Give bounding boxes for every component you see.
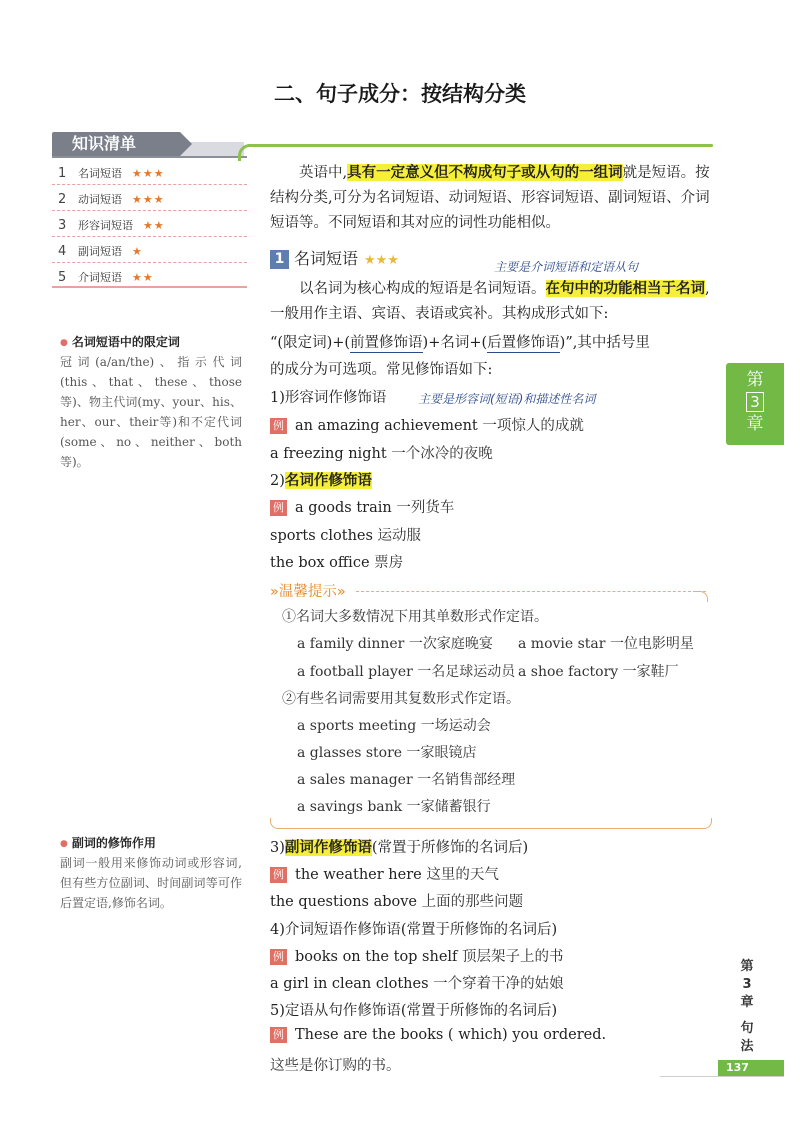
tip-heading: »温馨提示» (270, 584, 346, 600)
example-line (518, 661, 679, 681)
star-rating: ★★★ (364, 253, 399, 268)
example-en: a football player (297, 664, 413, 680)
handwritten-note: 主要是形容词(短语)和描述性名词 (418, 392, 596, 406)
example-line (270, 524, 421, 545)
list-item (58, 160, 248, 186)
section-number-badge: 1 (270, 250, 289, 269)
example-line (270, 1027, 606, 1043)
side-note-body: 副词一般用来修饰动词或形容词,但有些方位副词、时间副词等可作后置定语,修饰名词。 (60, 856, 242, 910)
example-marker-icon: 例 (270, 949, 287, 965)
example-en: a girl in clean clothes (270, 976, 429, 992)
underlined-text: 前置修饰语 (350, 335, 423, 351)
example-marker-icon: 例 (270, 418, 287, 434)
example-line (270, 890, 523, 911)
formula-line (270, 331, 650, 352)
example-line (297, 742, 477, 762)
knowledge-list-header: 知识清单 (52, 132, 180, 156)
star-rating: ★★ (143, 218, 165, 232)
example-marker-icon: 例 (270, 1027, 287, 1043)
formula-line-2: 的成分为可选项。常见修饰语如下: (270, 362, 493, 378)
example-marker-icon: 例 (270, 867, 287, 883)
item-label: 介词短语 (78, 271, 122, 284)
text: 法 (740, 1039, 754, 1054)
text: 2) (270, 473, 285, 489)
example-line (270, 551, 403, 572)
example-en: a savings bank (297, 799, 403, 815)
list-item (58, 212, 248, 238)
text: 英语中, (299, 165, 348, 181)
example-line (270, 496, 454, 517)
tip-box-border (270, 818, 712, 829)
star-rating: ★ (132, 244, 143, 258)
text: 3 (742, 977, 752, 992)
example-line (270, 945, 564, 966)
text: ,一般用作主语、宾语、表语或宾补。其构成形式如下: (270, 281, 710, 322)
example-line (297, 661, 515, 681)
example-en: a goods train (295, 500, 392, 516)
decorative-rule (248, 144, 713, 147)
example-cn: 这些是你订购的书。 (270, 1058, 401, 1074)
divider (52, 236, 247, 237)
page-number: 137 (718, 1060, 784, 1076)
item-label: 动词短语 (78, 193, 122, 206)
example-cn: 顶层架子上的书 (462, 949, 564, 965)
example-cn: 运动服 (377, 528, 422, 544)
item-label: 副词短语 (78, 245, 122, 258)
highlighted-text: 具有一定意义但不构成句子或从句的一组词 (347, 164, 623, 181)
section-heading (270, 246, 399, 269)
example-line (518, 633, 694, 653)
item-number: 3 (58, 217, 67, 233)
section-title: 名词短语 (294, 249, 359, 268)
chapter-tab-bottom: 章 (746, 414, 764, 434)
star-rating: ★★★ (132, 166, 165, 180)
knowledge-list (58, 160, 248, 290)
example-en: a family dinner (297, 636, 405, 652)
side-note-body: 冠词(a/an/the)、指示代词(this、that、these、those等)、物主代词(my、your、his、her、our、their等)和不定代词(some、no、neither、both等)。 (60, 355, 242, 469)
example-line (297, 715, 491, 735)
highlighted-text: 在句中的功能相当于名词 (545, 280, 705, 297)
item-label: 形容词短语 (78, 219, 133, 232)
item-heading (270, 836, 528, 857)
handwritten-note: 主要是介词短语和定语从句 (494, 260, 639, 274)
star-rating: ★★ (132, 270, 154, 284)
divider (52, 184, 247, 185)
tip-point: ①名词大多数情况下用其单数形式作定语。 (282, 609, 548, 625)
section-paragraph (270, 276, 715, 327)
underlined-text: 后置修饰语 (487, 335, 560, 351)
divider (52, 156, 247, 158)
divider (52, 210, 247, 211)
example-cn: 一列货车 (396, 500, 455, 516)
chapter-side-label (734, 958, 760, 1056)
text: (常置于所修饰的名词后) (371, 840, 529, 856)
example-line (297, 796, 491, 816)
example-en: a freezing night (270, 446, 387, 462)
item-heading: 1)形容词作修饰语 (270, 390, 387, 406)
text: 章 (740, 995, 754, 1010)
item-label: 名词短语 (78, 167, 122, 180)
text: 句 (740, 1021, 754, 1036)
example-line (270, 1054, 401, 1075)
tip-point: ②有些名词需要用其复数形式作定语。 (282, 691, 520, 707)
text: 3) (270, 840, 285, 856)
example-cn: 上面的那些问题 (421, 894, 524, 910)
chapter-tab[interactable] (726, 363, 784, 445)
example-cn: 一名销售部经理 (417, 772, 516, 788)
side-note-title: ● 副词的修饰作用 (60, 834, 156, 851)
example-cn: 一场运动会 (420, 718, 491, 734)
list-item (58, 186, 248, 212)
example-en: the questions above (270, 894, 418, 910)
example-line (270, 414, 584, 435)
divider (660, 1076, 784, 1077)
chapter-tab-top: 第 (746, 370, 764, 390)
example-en: sports clothes (270, 528, 373, 544)
chapter-tab-number: 3 (746, 392, 764, 412)
page-title: 二、句子成分：按结构分类 (274, 82, 526, 106)
item-number: 2 (58, 191, 67, 207)
item-heading: 4)介词短语作修饰语(常置于所修饰的名词后) (270, 922, 558, 938)
text: )+名词+( (422, 335, 488, 351)
example-cn: 一项惊人的成就 (482, 418, 584, 434)
example-en: books on the top shelf (295, 949, 458, 965)
example-en: a movie star (518, 636, 606, 652)
side-note-title: ● 名词短语中的限定词 (60, 333, 180, 350)
example-en: a sports meeting (297, 718, 417, 734)
star-rating: ★★★ (132, 192, 165, 206)
example-cn: 一名足球运动员 (417, 664, 516, 680)
item-heading: 5)定语从句作修饰语(常置于所修饰的名词后) (270, 1003, 558, 1019)
example-en: the weather here (295, 867, 422, 883)
example-cn: 一家储蓄银行 (406, 799, 491, 815)
example-cn: 一家鞋厂 (622, 664, 679, 680)
example-cn: 一个穿着干净的姑娘 (433, 976, 564, 992)
example-line (297, 633, 493, 653)
example-cn: 一个冰冷的夜晚 (391, 446, 493, 462)
example-en: a shoe factory (518, 664, 619, 680)
example-en: an amazing achievement (295, 418, 478, 434)
example-cn: 票房 (374, 555, 404, 571)
example-line (270, 972, 564, 993)
divider (356, 591, 706, 592)
divider (52, 262, 247, 263)
example-line (270, 863, 499, 884)
example-line (297, 769, 515, 789)
text: 就是短语。按结构分类,可分为名词短语、动词短语、形容词短语、副词短语、介词短语等。不同短语和其对应的词性功能相似。 (270, 165, 710, 231)
example-en: a sales manager (297, 772, 413, 788)
text: 以名词为核心构成的短语是名词短语。 (299, 281, 546, 297)
decorative-rule (695, 591, 708, 602)
item-number: 1 (58, 165, 67, 181)
divider (52, 286, 247, 288)
example-line (270, 442, 493, 463)
list-item (58, 238, 248, 264)
item-number: 5 (58, 269, 67, 285)
text: 第 (740, 959, 754, 974)
example-cn: 一家眼镜店 (406, 745, 477, 761)
example-en: a glasses store (297, 745, 403, 761)
intro-paragraph (270, 160, 715, 236)
text: “(限定词)+( (270, 335, 351, 351)
text: )”,其中括号里 (559, 335, 650, 351)
example-cn: 一次家庭晚宴 (408, 636, 493, 652)
highlighted-text: 副词作修饰语 (284, 839, 372, 856)
item-heading (270, 469, 372, 490)
example-en: the box office (270, 555, 370, 571)
item-number: 4 (58, 243, 67, 259)
example-cn: 这里的天气 (426, 867, 499, 883)
example-marker-icon: 例 (270, 500, 287, 516)
example-en: These are the books ( which) you ordered. (295, 1027, 607, 1043)
highlighted-text: 名词作修饰语 (284, 472, 372, 489)
example-cn: 一位电影明星 (609, 636, 694, 652)
